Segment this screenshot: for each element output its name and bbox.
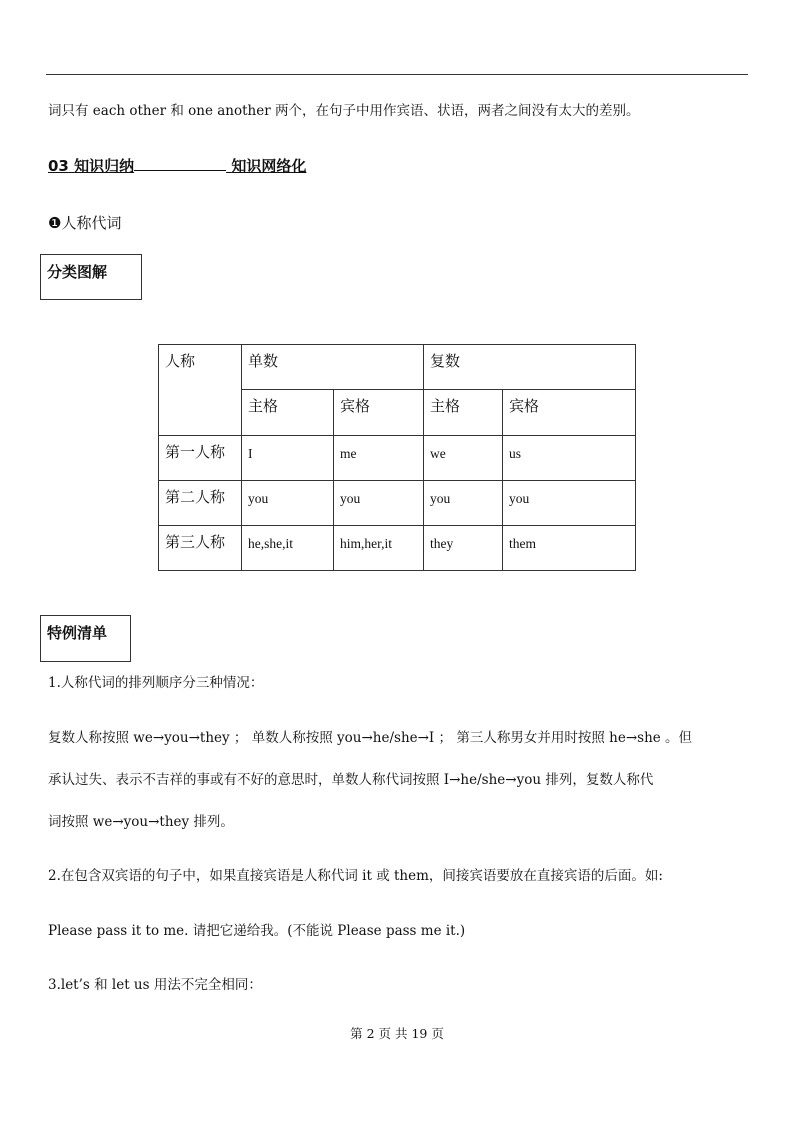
heading-underline-gap <box>134 170 226 171</box>
header-rule <box>46 74 748 75</box>
table-cell: me <box>334 436 424 481</box>
table-cell: you <box>424 481 503 526</box>
item-1-line-2: 承认过失、表示不吉祥的事或有不好的意思时，单数人称代词按照 I→he/she→you 排列，复数人称代 <box>48 772 654 788</box>
pronoun-table <box>158 344 636 571</box>
subheader-object: 宾格 <box>334 390 424 436</box>
item-1-line-3: 词按照 we→you→they 排列。 <box>48 814 234 830</box>
subheader-subject: 主格 <box>424 390 503 436</box>
table-row <box>159 436 636 481</box>
header-plural: 复数 <box>424 345 636 390</box>
section-title: 知识网络化 <box>231 157 307 175</box>
intro-paragraph: 词只有 each other 和 one another 两个，在句子中用作宾语、状语，两者之间没有太大的差别。 <box>48 103 640 119</box>
row-label: 第一人称 <box>159 436 242 481</box>
header-singular: 单数 <box>242 345 424 390</box>
table-cell: he,she,it <box>242 526 334 571</box>
special-cases-box: 特例清单 <box>40 615 131 662</box>
table-row <box>159 526 636 571</box>
table-corner: 人称 <box>159 345 242 436</box>
item-1-heading: 1.人称代词的排列顺序分三种情况： <box>48 675 264 691</box>
page-footer: 第 2 页 共 19 页 <box>350 1026 444 1041</box>
section-number: 03 <box>48 157 69 175</box>
section-heading <box>48 155 306 176</box>
subheader-object: 宾格 <box>503 390 636 436</box>
table-cell: I <box>242 436 334 481</box>
table-cell: him,her,it <box>334 526 424 571</box>
table-cell: we <box>424 436 503 481</box>
subheader-subject: 主格 <box>242 390 334 436</box>
table-cell: you <box>503 481 636 526</box>
row-label: 第三人称 <box>159 526 242 571</box>
section-tag: 知识归纳 <box>74 157 135 175</box>
item-3-line-1: 3.let’s 和 let us 用法不完全相同： <box>48 977 262 993</box>
subsection-heading: ❶人称代词 <box>48 214 122 232</box>
table-cell: you <box>334 481 424 526</box>
classification-box: 分类图解 <box>40 254 142 300</box>
table-cell: they <box>424 526 503 571</box>
row-label: 第二人称 <box>159 481 242 526</box>
table-cell: us <box>503 436 636 481</box>
table-cell: you <box>242 481 334 526</box>
item-1-line-1: 复数人称按照 we→you→they ； 单数人称按照 you→he/she→I ； 第三人称男女并用时按照 he→she 。但 <box>48 730 693 746</box>
table-cell: them <box>503 526 636 571</box>
item-2-line-1: 2.在包含双宾语的句子中，如果直接宾语是人称代词 it 或 them，间接宾语要放在直接宾语的后面。如: <box>48 868 663 884</box>
item-2-line-2: Please pass it to me. 请把它递给我。(不能说 Please pass me it.) <box>48 923 466 939</box>
table-row <box>159 481 636 526</box>
